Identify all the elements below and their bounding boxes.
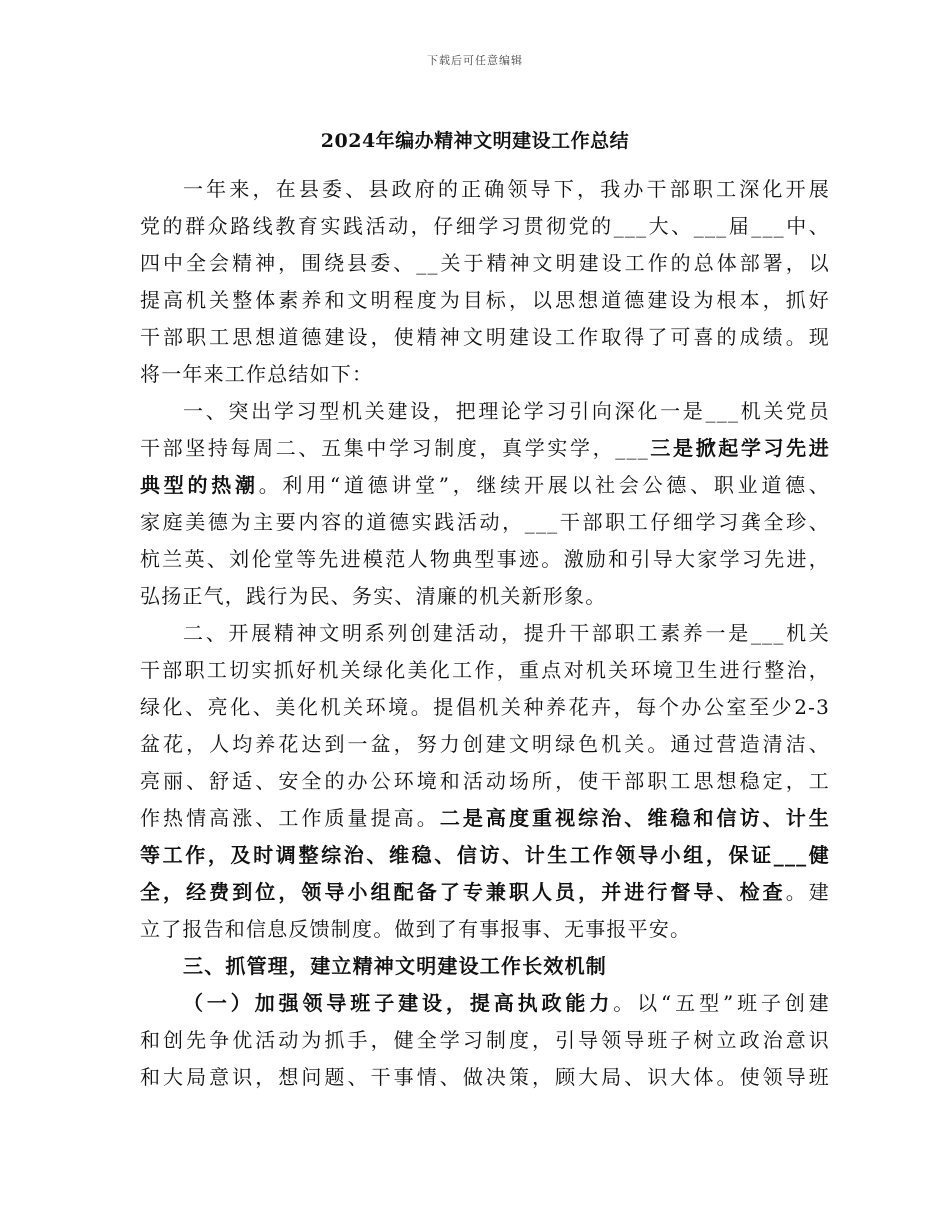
text-segment: 干部职工思想道德建设，使精神文明建设工作取得了可喜的成绩。现 [140, 325, 830, 349]
text-line [140, 689, 830, 726]
bold-text-segment: 全，经费到位，领导小组配备了专兼职人员，并进行督导、检查 [140, 880, 786, 904]
text-segment: 将一年来工作总结如下： [140, 362, 374, 386]
bold-text-segment: （一）加强领导班子建设，提高执政能力 [183, 991, 614, 1015]
text-line [140, 282, 830, 319]
text-line [140, 430, 830, 467]
text-line [140, 208, 830, 245]
text-line [140, 356, 830, 393]
text-line [140, 837, 830, 874]
text-line [140, 652, 830, 689]
text-segment: 一年来，在县委、县政府的正确领导下，我办干部职工深化开展 [183, 177, 830, 201]
text-segment: 家庭美德为主要内容的道德实践活动，___干部职工仔细学习龚全珍、 [140, 510, 830, 534]
text-line [140, 1059, 830, 1096]
text-line [140, 985, 830, 1022]
bold-text-segment: 三是掀起学习先进 [648, 436, 830, 460]
text-segment: 提高机关整体素养和文明程度为目标，以思想道德建设为根本，抓好 [140, 288, 830, 312]
text-line [140, 319, 830, 356]
text-line [140, 948, 830, 985]
text-segment: 和大局意识，想问题、干事情、做决策，顾大局、识大体。使领导班 [140, 1065, 830, 1089]
text-line [140, 1022, 830, 1059]
text-segment: 四中全会精神，围绕县委、__关于精神文明建设工作的总体部署，以 [140, 251, 830, 275]
text-line [140, 911, 830, 948]
text-segment: 绿化、亮化、美化机关环境。提倡机关种养花卉，每个办公室至少2-3 [140, 695, 830, 719]
bold-text-segment: 等工作，及时调整综治、维稳、信访、计生工作领导小组，保证___健 [140, 843, 830, 867]
text-line [140, 800, 830, 837]
text-segment: 。建 [785, 880, 830, 904]
text-line [140, 615, 830, 652]
text-line [140, 541, 830, 578]
bold-text-segment: 典型的热潮 [140, 473, 259, 497]
text-segment: 。利用“道德讲堂”，继续开展以社会公德、职业道德、 [258, 473, 831, 497]
text-line [140, 245, 830, 282]
text-segment: 盆花，人均养花达到一盆，努力创建文明绿色机关。通过营造清洁、 [140, 732, 830, 756]
text-line [140, 763, 830, 800]
text-line [140, 171, 830, 208]
text-segment: 二、开展精神文明系列创建活动，提升干部职工素养一是___机关 [183, 621, 830, 645]
header-note: 下载后可任意编辑 [427, 54, 523, 67]
text-segment: 立了报告和信息反馈制度。做到了有事报事、无事报平安。 [140, 917, 692, 941]
text-segment: 杭兰英、刘伦堂等先进模范人物典型事迹。激励和引导大家学习先进， [140, 547, 830, 571]
text-segment: 。以“五型”班子创建 [613, 991, 830, 1015]
text-line [140, 467, 830, 504]
text-line [140, 578, 830, 615]
document-title: 2024年编办精神文明建设工作总结 [320, 130, 630, 152]
text-line [140, 874, 830, 911]
text-segment: 干部职工切实抓好机关绿化美化工作，重点对机关环境卫生进行整治， [140, 658, 830, 682]
text-segment: 一、突出学习型机关建设，把理论学习引向深化一是___机关党员 [183, 399, 830, 423]
text-line [140, 504, 830, 541]
text-segment: 党的群众路线教育实践活动，仔细学习贯彻党的___大、___届___中、 [140, 214, 830, 238]
document-body [140, 171, 830, 1096]
text-segment: 作热情高涨、工作质量提高。 [140, 806, 440, 830]
text-segment: 亮丽、舒适、安全的办公环境和活动场所，使干部职工思想稳定，工 [140, 769, 830, 793]
text-segment: 和创先争优活动为抓手，健全学习制度，引导领导班子树立政治意识 [140, 1028, 830, 1052]
bold-text-segment: 二是高度重视综治、维稳和信访、计生 [439, 806, 830, 830]
text-segment: 干部坚持每周二、五集中学习制度，真学实学，___ [140, 436, 649, 460]
text-segment: 弘扬正气，践行为民、务实、清廉的机关新形象。 [140, 584, 607, 608]
text-line [140, 726, 830, 763]
bold-text-segment: 三、抓管理，建立精神文明建设工作长效机制 [183, 954, 607, 978]
text-line [140, 393, 830, 430]
